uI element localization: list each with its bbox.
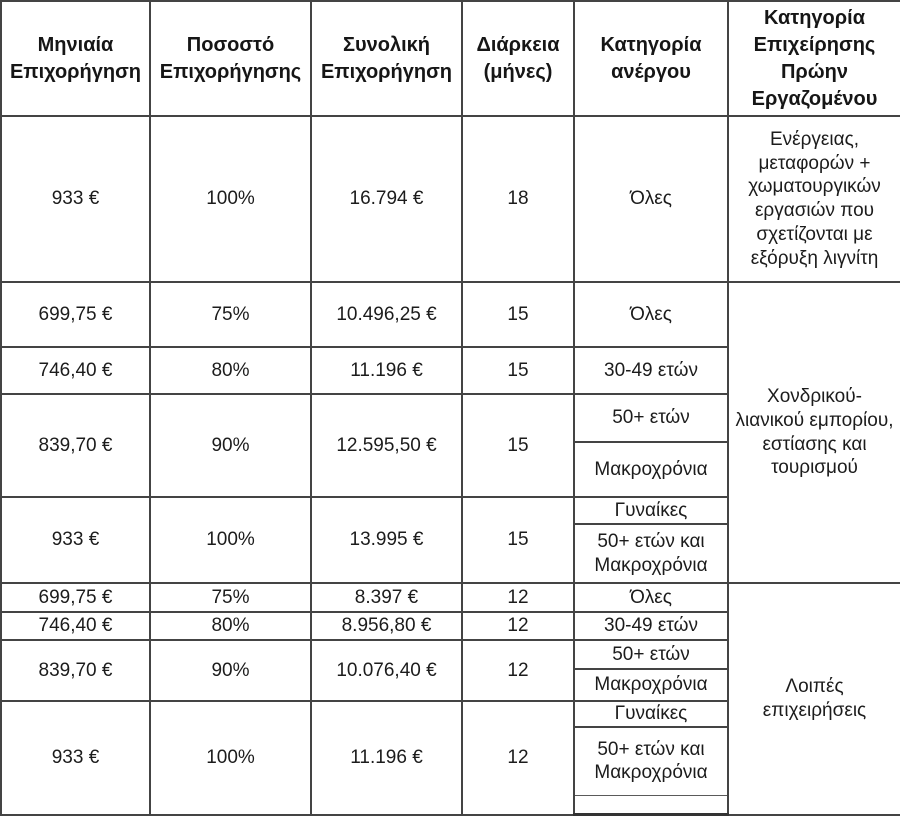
duration-cell: 15: [462, 347, 574, 394]
subsidy-percent-cell: 90%: [150, 640, 311, 701]
monthly-subsidy-cell: 839,70 €: [1, 394, 150, 497]
total-subsidy-cell: 12.595,50 €: [311, 394, 462, 497]
duration-cell: 15: [462, 282, 574, 347]
subsidy-percent-cell: 90%: [150, 394, 311, 497]
unemployed-category-text: 50+ ετών και Μακροχρόνια: [575, 728, 727, 796]
monthly-subsidy-cell: 699,75 €: [1, 282, 150, 347]
subsidy-percent-cell: 100%: [150, 497, 311, 583]
unemployed-category-cell: Μακροχρόνια: [574, 669, 728, 701]
subsidy-percent-cell: 80%: [150, 347, 311, 394]
unemployed-category-cell: 30-49 ετών: [574, 347, 728, 394]
business-category-energy-cell: Ενέργειας, μεταφορών + χωματουργικών εργασιών που σχετίζονται με εξόρυξη λιγνίτη: [728, 116, 900, 282]
monthly-subsidy-cell: 839,70 €: [1, 640, 150, 701]
monthly-subsidy-cell: 746,40 €: [1, 347, 150, 394]
subsidy-percent-cell: 75%: [150, 583, 311, 612]
total-subsidy-cell: 16.794 €: [311, 116, 462, 282]
header-total-subsidy: Συνολική Επιχορήγηση: [311, 1, 462, 116]
header-row: [1, 1, 900, 116]
unemployed-category-cell: Όλες: [574, 116, 728, 282]
monthly-subsidy-cell: 746,40 €: [1, 612, 150, 640]
total-subsidy-cell: 10.496,25 €: [311, 282, 462, 347]
duration-cell: 15: [462, 394, 574, 497]
unemployed-category-cell: [574, 727, 728, 815]
unemployed-category-cell: Όλες: [574, 583, 728, 612]
table-row: [1, 583, 900, 612]
subsidy-percent-cell: 75%: [150, 282, 311, 347]
unemployed-category-cell: 50+ ετών: [574, 394, 728, 442]
monthly-subsidy-cell: 699,75 €: [1, 583, 150, 612]
unemployed-category-cell: Γυναίκες: [574, 701, 728, 727]
total-subsidy-cell: 11.196 €: [311, 347, 462, 394]
table-row: [1, 282, 900, 347]
unemployed-category-cell: Μακροχρόνια: [574, 442, 728, 497]
unemployed-category-cell: 30-49 ετών: [574, 612, 728, 640]
duration-cell: 18: [462, 116, 574, 282]
total-subsidy-cell: 8.397 €: [311, 583, 462, 612]
total-subsidy-cell: 10.076,40 €: [311, 640, 462, 701]
subsidy-percent-cell: 100%: [150, 701, 311, 815]
subsidy-percent-cell: 80%: [150, 612, 311, 640]
duration-cell: 12: [462, 583, 574, 612]
header-unemployed-category: Κατηγορία ανέργου: [574, 1, 728, 116]
unemployed-category-cell: 50+ ετών και Μακροχρόνια: [574, 524, 728, 583]
monthly-subsidy-cell: 933 €: [1, 116, 150, 282]
table-row: [1, 116, 900, 282]
total-subsidy-cell: 11.196 €: [311, 701, 462, 815]
duration-cell: 12: [462, 640, 574, 701]
business-category-retail-cell: Χονδρικού-λιανικού εμπορίου, εστίασης και τουρισμού: [728, 282, 900, 583]
unemployed-category-cell: 50+ ετών: [574, 640, 728, 669]
unemployed-category-cell: Όλες: [574, 282, 728, 347]
duration-cell: 12: [462, 701, 574, 815]
business-category-other-cell: Λοιπές επιχειρήσεις: [728, 583, 900, 815]
total-subsidy-cell: 8.956,80 €: [311, 612, 462, 640]
header-monthly-subsidy: Μηνιαία Επιχορήγηση: [1, 1, 150, 116]
monthly-subsidy-cell: 933 €: [1, 701, 150, 815]
header-business-category: Κατηγορία Επιχείρησης Πρώην Εργαζομένου: [728, 1, 900, 116]
duration-cell: 12: [462, 612, 574, 640]
subsidy-percent-cell: 100%: [150, 116, 311, 282]
monthly-subsidy-cell: 933 €: [1, 497, 150, 583]
total-subsidy-cell: 13.995 €: [311, 497, 462, 583]
duration-cell: 15: [462, 497, 574, 583]
unemployed-category-cell: Γυναίκες: [574, 497, 728, 524]
header-duration-months: Διάρκεια (μήνες): [462, 1, 574, 116]
header-subsidy-percent: Ποσοστό Επιχορήγησης: [150, 1, 311, 116]
